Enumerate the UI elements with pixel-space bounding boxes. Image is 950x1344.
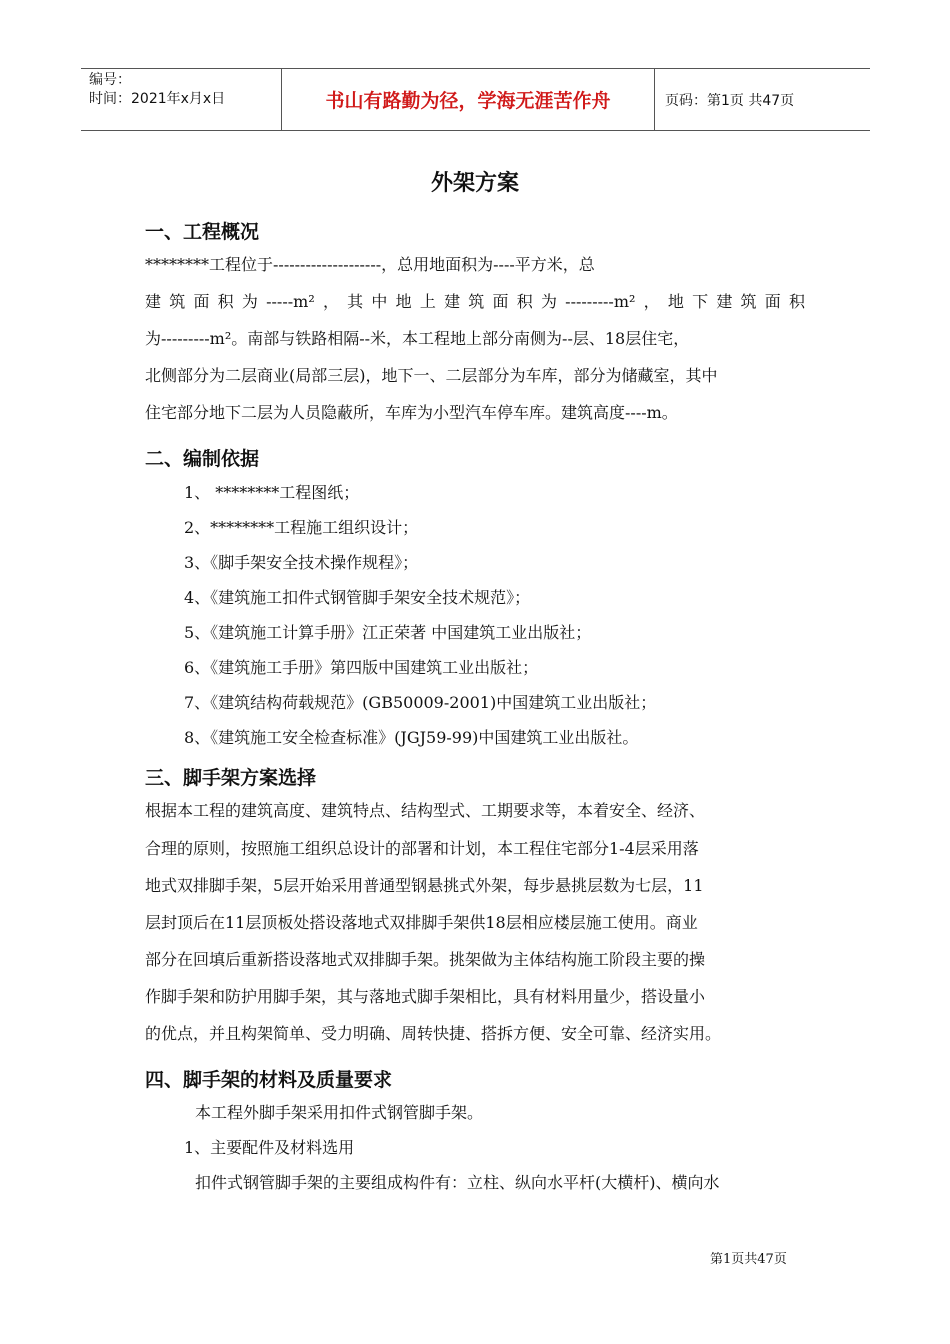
list-item: 5、《建筑施工计算手册》江正荣著 中国建筑工业出版社；	[184, 623, 592, 642]
paragraph-line: 住宅部分地下二层为人员隐蔽所，车库为小型汽车停车库。建筑高度----m。	[145, 403, 678, 422]
section-heading-4: 四、脚手架的材料及质量要求	[145, 1069, 393, 1091]
list-item: 4、《建筑施工扣件式钢管脚手架安全技术规范》；	[184, 588, 531, 607]
paragraph-line: 1、主要配件及材料选用	[184, 1138, 355, 1157]
paragraph-line: 的优点，并且构架简单、受力明确、周转快捷、搭拆方便、安全可靠、经济实用。	[145, 1024, 722, 1043]
page-footer: 第1页共47页	[710, 1252, 787, 1267]
list-item: 1、 ********工程图纸；	[184, 483, 360, 502]
paragraph-line: 建筑面积为-----m²，其中地上建筑面积为---------m²，地下建筑面积	[145, 292, 805, 311]
section-heading-2: 二、编制依据	[145, 448, 260, 470]
section-heading-1: 一、工程概况	[145, 221, 260, 243]
paragraph-line: 层封顶后在11层顶板处搭设落地式双排脚手架供18层相应楼层施工使用。商业	[145, 913, 698, 932]
list-item: 8、《建筑施工安全检查标准》(JGJ59-99)中国建筑工业出版社。	[184, 728, 639, 747]
list-item: 6、《建筑施工手册》第四版中国建筑工业出版社；	[184, 658, 539, 677]
header-meta	[81, 69, 281, 130]
paragraph-line: 部分在回填后重新搭设落地式双排脚手架。挑架做为主体结构施工阶段主要的操	[145, 950, 706, 969]
paragraph-line: 作脚手架和防护用脚手架，其与落地式脚手架相比，具有材料用量少，搭设量小	[145, 987, 706, 1006]
paragraph-line: ********工程位于--------------------，总用地面积为----平方米，总	[145, 255, 595, 274]
document-title: 外架方案	[430, 171, 519, 196]
paragraph-line: 扣件式钢管脚手架的主要组成构件有：立柱、纵向水平杆(大横杆)、横向水	[195, 1173, 720, 1192]
paragraph-line: 本工程外脚手架采用扣件式钢管脚手架。	[195, 1103, 484, 1122]
paragraph-line: 根据本工程的建筑高度、建筑特点、结构型式、工期要求等，本着安全、经济、	[145, 801, 706, 820]
header-page-info: 页码：第1页 共47页	[665, 92, 795, 109]
header-motto: 书山有路勤为径，学海无涯苦作舟	[281, 69, 655, 130]
header-table	[81, 68, 870, 131]
paragraph-line: 合理的原则，按照施工组织总设计的部署和计划，本工程住宅部分1-4层采用落	[145, 839, 699, 858]
list-item: 2、********工程施工组织设计；	[184, 518, 419, 537]
list-item: 3、《脚手架安全技术操作规程》；	[184, 553, 419, 572]
section-heading-3: 三、脚手架方案选择	[145, 767, 317, 789]
time-label: 时间：2021年x月x日	[89, 91, 226, 107]
paragraph-line: 北侧部分为二层商业(局部三层)，地下一、二层部分为车库，部分为储藏室，其中	[145, 366, 718, 385]
paragraph-line: 地式双排脚手架，5层开始采用普通型钢悬挑式外架，每步悬挑层数为七层，11	[145, 876, 704, 895]
list-item: 7、《建筑结构荷载规范》(GB50009-2001)中国建筑工业出版社；	[184, 693, 657, 712]
number-label: 编号：	[89, 72, 131, 88]
paragraph-line: 为---------m²。南部与铁路相隔--米，本工程地上部分南侧为--层、18层住宅，	[145, 329, 690, 348]
